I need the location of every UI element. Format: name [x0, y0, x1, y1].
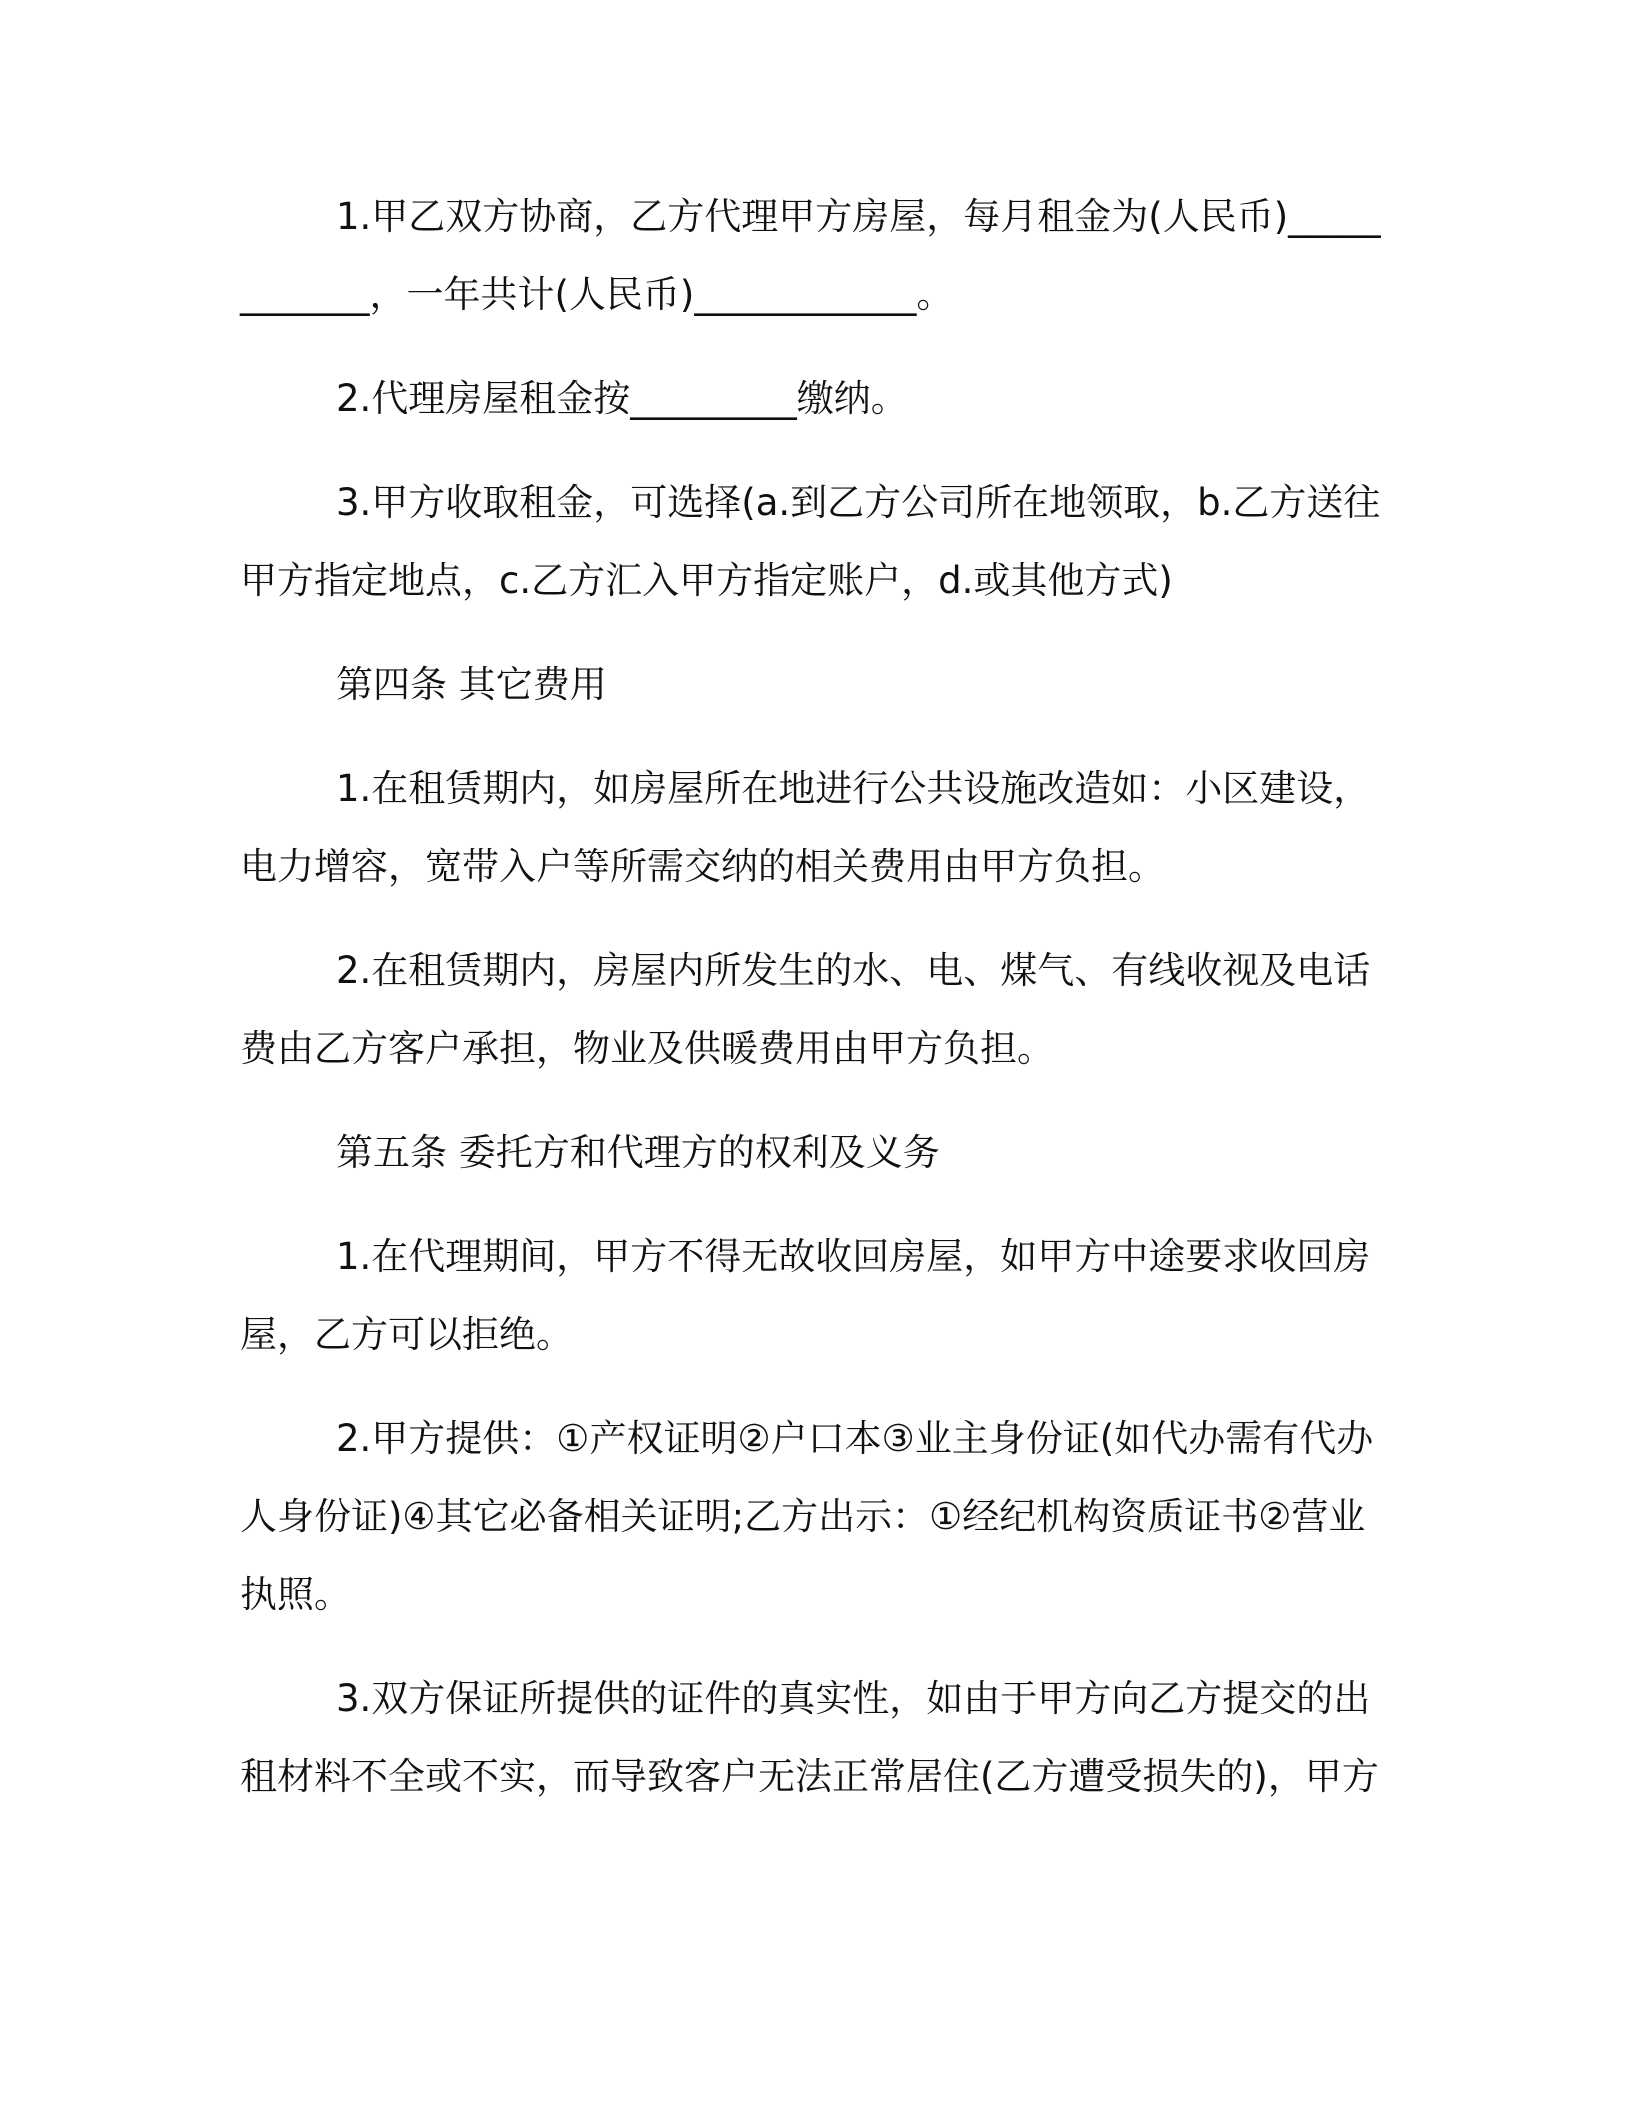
clause-3-item-1-rent-amount: 1.甲乙双方协商，乙方代理甲方房屋，每月租金为(人民币)____________，一年共计(人民币)____________。 [240, 195, 1381, 316]
clause-3-item-3-collection-method: 3.甲方收取租金，可选择(a.到乙方公司所在地领取，b.乙方送往甲方指定地点，c.乙方汇入甲方指定账户，d.或其他方式) [240, 481, 1381, 602]
clause-4-item-1-public-facilities: 1.在租赁期内，如房屋所在地进行公共设施改造如：小区建设，电力增容，宽带入户等所需交纳的相关费用由甲方负担。 [240, 767, 1371, 888]
clause-5-item-1-no-recall: 1.在代理期间，甲方不得无故收回房屋，如甲方中途要求收回房屋，乙方可以拒绝。 [240, 1235, 1371, 1356]
clause-5-heading: 第五条 委托方和代理方的权利及义务 [336, 1131, 940, 1174]
clause-4-item-2-utilities: 2.在租赁期内，房屋内所发生的水、电、煤气、有线收视及电话费由乙方客户承担，物业及供暖费用由甲方负担。 [240, 949, 1371, 1070]
clause-5-item-2-documents: 2.甲方提供：①产权证明②户口本③业主身份证(如代办需有代办人身份证)④其它必备相关证明;乙方出示：①经纪机构资质证书②营业执照。 [240, 1417, 1374, 1616]
document-body [240, 178, 1390, 1842]
clause-3-item-2-payment-schedule: 2.代理房屋租金按_________缴纳。 [336, 377, 908, 420]
clause-4-heading: 第四条 其它费用 [336, 663, 607, 706]
clause-5-item-3-authenticity: 3.双方保证所提供的证件的真实性，如由于甲方向乙方提交的出租材料不全或不实，而导致客户无法正常居住(乙方遭受损失的)，甲方 [240, 1677, 1379, 1798]
